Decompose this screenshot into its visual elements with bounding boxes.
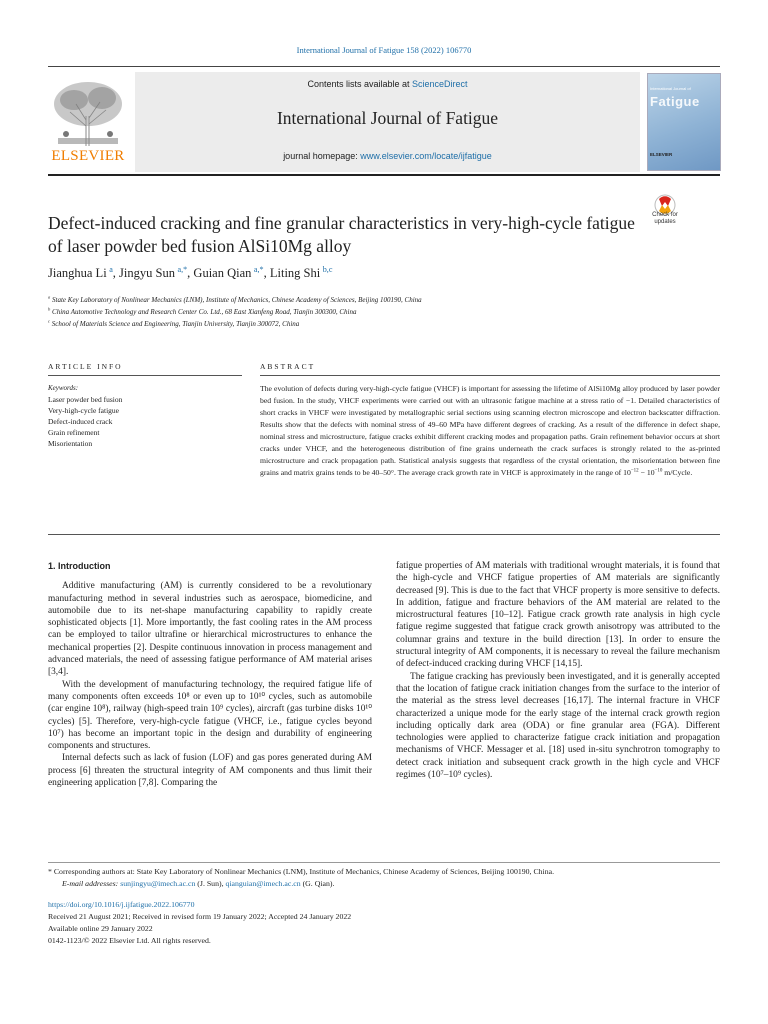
affiliation-sup: c xyxy=(48,318,51,324)
journal-title: International Journal of Fatigue xyxy=(276,108,499,128)
footnote-rule xyxy=(48,862,720,863)
affiliation-sup: b xyxy=(48,306,51,312)
keywords-label: Keywords: xyxy=(48,384,79,392)
keyword: Grain refinement xyxy=(48,428,100,437)
article-info-heading: ARTICLE INFO xyxy=(48,362,123,371)
abstract-text: − 10 xyxy=(638,468,655,477)
check-updates-line-1: Check for xyxy=(652,212,678,218)
body-right-column xyxy=(396,560,720,781)
homepage-link[interactable]: www.elsevier.com/locate/ijfatigue xyxy=(360,151,492,161)
author-affil-sup[interactable]: b,c xyxy=(322,264,333,274)
body-paragraph: Additive manufacturing (AM) is currently considered to be a revolutionary manufacturing method in several industries such as aerospace, biomedicine, and automobile due to its net-shape manufacturing capability to rapidly create sophisticated objects [1]. More importantly, the fast cooling rates in the AM process can be employed to tailor ultrafine or hierarchical microstructures to enhance the mechanical properties [2]. Despite continuous innovation in process management and advanced materials, the need of assessing fatigue performance of AM material arises [3,4]. xyxy=(48,581,372,678)
abstract-text: The evolution of defects during very-high-cycle fatigue (VHCF) is important for assessing the lifetime of AlSi10Mg alloy produced by laser powder bed fusion. In the study, VHCF experiments were carried out with an ultrasonic fatigue machine at a stress ratio of −1. Detailed characteristics of short cracks in VHCF were investigated by metallographic serial sections using scanning electron microscope and electron backscatter diffraction. Results show that the defects with nominal stress of 49–60 MPa have different degrees of cracking. As a result of the difference in defect shape, nominal stress and microstructure, fatigue cracks exhibit different cracking modes and propagation paths. Grain refinement behavior occurs at short cracks under VHCF, and the heterogeneous distribution of fine grains underneath the crack surfaces is strongly related to the as-printed microstructure and crack propagation path. Statistical analysis suggests that regardless of the crystal orientation, the misorientation between fine grains and matrix grains tends to be 40–50°. The average crack growth rate in VHCF is approximately in the range of 10 xyxy=(260,384,720,477)
received-dates: Received 21 August 2021; Received in revised form 19 January 2022; Accepted 24 January 2022 xyxy=(48,912,352,921)
abstract-bottom-rule xyxy=(48,534,720,535)
email-label: E-mail addresses: xyxy=(62,879,121,888)
affiliation xyxy=(48,320,720,328)
contents-prefix: Contents lists available at xyxy=(307,79,413,89)
masthead-bottom-rule xyxy=(48,174,720,176)
affiliation-text: School of Materials Science and Engineering, Tianjin University, Tianjin 300072, China xyxy=(51,320,300,328)
cover-subtitle: International Journal of xyxy=(650,86,691,91)
publisher-name: ELSEVIER xyxy=(51,148,125,164)
keyword: Laser powder bed fusion xyxy=(48,395,123,404)
body-paragraph: Internal defects such as lack of fusion (LOF) and gas pores generated during AM process [6] threaten the structural integrity of AM components and thus limit their engineering application [7,8]. Comparing the xyxy=(48,753,372,789)
email-link-qian[interactable]: qianguian@imech.ac.cn xyxy=(225,879,301,888)
keyword: Misorientation xyxy=(48,439,93,448)
cover-title: Fatigue xyxy=(650,94,700,109)
journal-homepage xyxy=(135,151,640,161)
abstract-body xyxy=(260,383,720,479)
online-date: Available online 29 January 2022 xyxy=(48,924,153,933)
body-left-column xyxy=(48,560,372,789)
abstract-heading: ABSTRACT xyxy=(260,362,316,371)
body-paragraph: fatigue properties of AM materials with traditional wrought materials, it is found that the high-cycle and VHCF fatigue properties of AM materials are significantly decreased [9]. This is due to the fact that VHCF property is more sensitive to defects. In addition, fatigue and fracture behaviors of the AM material are related to the microstructural features [10–12]. Fatigue crack growth rate analysis in high cycle fatigue regime suggested that fatigue crack growth anisotropy was attributed to the columnar grains and texture in the build direction [13]. In order to ensure the structural integrity of AM components, it is necessary to reveal the failure mechanism of defect-induced cracking during VHCF [14,15]. xyxy=(396,561,720,670)
author-name: Jingyu Sun xyxy=(119,266,175,280)
corresponding-author-note: * Corresponding authors at: State Key Laboratory of Nonlinear Mechanics (LNM), Institute of Mechanics, Chinese Academy of Sciences, Beijing 100190, China. xyxy=(48,867,555,876)
cover-publisher-mark: ELSEVIER xyxy=(650,152,673,157)
abstract-exponent: −10 xyxy=(654,468,663,474)
author-list: Jianghua Li $^a$, Jingyu Sun $^{a,*}$, Guian Qian $^{a,*}$, Liting Shi $^{b,c}$ xyxy=(48,264,333,280)
doi-text[interactable]: https://doi.org/10.1016/j.ijfatigue.2022.106770 xyxy=(48,900,195,909)
affiliation xyxy=(48,296,720,304)
email-owner: (J. Sun), xyxy=(195,879,226,888)
article-title: Defect-induced cracking and fine granular characteristics in very-high-cycle fatigue of laser powder bed fusion AlSi10Mg alloy xyxy=(48,213,635,256)
doi-link[interactable] xyxy=(48,899,720,910)
sciencedirect-link[interactable]: ScienceDirect xyxy=(412,79,468,89)
affiliation-sup: a xyxy=(48,294,51,300)
email-link-sun[interactable]: sunjingyu@imech.ac.cn xyxy=(120,879,196,888)
author-name: Liting Shi xyxy=(269,266,321,280)
section-heading-introduction: 1. Introduction xyxy=(48,561,111,571)
keywords-list xyxy=(48,394,122,449)
affiliation xyxy=(48,308,720,316)
email-addresses xyxy=(62,878,734,889)
copyright: 0142-1123/© 2022 Elsevier Ltd. All rights reserved. xyxy=(48,936,211,945)
abstract-exponent: −12 xyxy=(630,468,639,474)
affiliation-text: State Key Laboratory of Nonlinear Mechanics (LNM), Institute of Mechanics, Chinese Academy of Sciences, Beijing 100190, China xyxy=(52,296,422,304)
email-owner: (G. Qian). xyxy=(300,879,335,888)
author-affil-sup[interactable]: a,* xyxy=(253,264,264,274)
keyword: Defect-induced crack xyxy=(48,417,113,426)
check-for-updates-label[interactable] xyxy=(644,212,686,225)
article-info-rule xyxy=(48,375,242,376)
contents-line xyxy=(135,79,640,89)
abstract-rule xyxy=(260,375,720,376)
masthead-top-rule xyxy=(48,66,720,67)
author-name: Guian Qian xyxy=(193,266,252,280)
body-paragraph: The fatigue cracking has previously been investigated, and it is generally accepted that the location of fatigue crack initiation changes from the surface to the interior of the material as the stress level decreases [16,17]. The internal fracture in VHCF characterized a unique mode for the early stage of the internal crack growth region including optically dark area (ODA) or fine granular area (FGA). Different technologies were applied to characterize fatigue crack initiation and propagation mechanisms of VHCF. Messager et al. [18] used in-situ synchrotron tomography to detect crack initiation and subsequent crack growth in the high cycle and VHCF regimes (10⁷–10⁹ cycles). xyxy=(396,671,720,781)
author-affil-sup[interactable]: a xyxy=(109,264,113,274)
abstract-text: m/Cycle. xyxy=(662,468,693,477)
check-updates-line-2: updates xyxy=(654,218,676,225)
affiliation-text: China Automotive Technology and Research Center Co. Ltd., 68 East Xianfeng Road, Tianjin 300300, China xyxy=(52,308,357,316)
keyword: Very-high-cycle fatigue xyxy=(48,406,120,415)
journal-citation[interactable]: International Journal of Fatigue 158 (2022) 106770 xyxy=(296,45,472,55)
homepage-prefix: journal homepage: xyxy=(283,151,361,161)
author-name: Jianghua Li xyxy=(48,266,107,280)
body-paragraph: With the development of manufacturing technology, the required fatigue life of many components often exceeds 10⁸ or even up to 10¹⁰ cycles, such as automobile (car engine 10⁸), railway (high-speed train 10⁹ cycles), aircraft (gas turbine disks 10¹⁰ cycles) [5]. Therefore, very-high-cycle fatigue (VHCF, i.e., fatigue cycles beyond 10⁷) has become an important topic in the design and durability of engineering components and structures. xyxy=(48,679,372,752)
author-affil-sup[interactable]: a,* xyxy=(177,264,188,274)
